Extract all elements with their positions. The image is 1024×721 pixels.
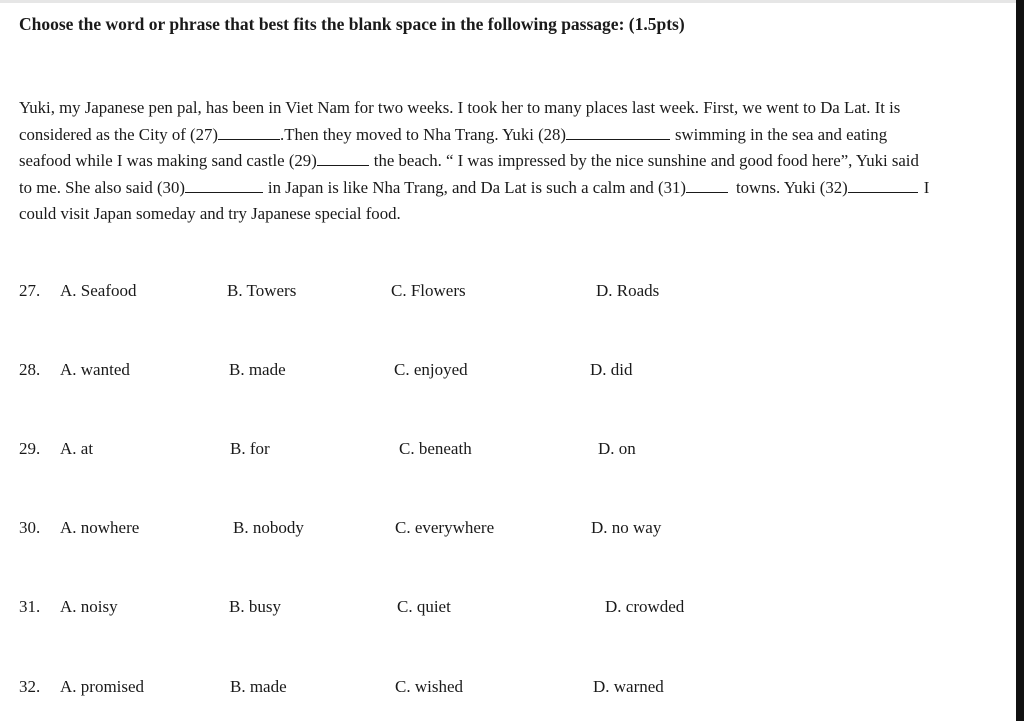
reading-passage xyxy=(19,95,1017,228)
question-number: 27. xyxy=(19,281,41,300)
option-a: A. noisy xyxy=(60,597,118,616)
passage-line-5: could visit Japan someday and try Japanese special food. xyxy=(19,204,401,223)
blank-30 xyxy=(185,178,263,193)
instruction-heading: Choose the word or phrase that best fits the blank space in the following passage: (1.5pts) xyxy=(19,14,685,34)
option-a: A. at xyxy=(60,439,94,458)
option-c: C. Flowers xyxy=(391,281,466,300)
passage-text: .Then they moved to Nha Trang. Yuki (28) xyxy=(280,124,567,144)
question-row-29 xyxy=(0,439,1000,465)
question-row-27 xyxy=(0,281,1000,307)
option-b: B. made xyxy=(229,360,286,379)
option-c: C. beneath xyxy=(399,439,472,458)
option-c: C. everywhere xyxy=(395,518,495,537)
option-b: B. made xyxy=(230,677,287,696)
blank-27 xyxy=(218,125,280,140)
blank-28 xyxy=(566,125,670,140)
option-d: D. on xyxy=(598,439,636,458)
option-d: D. warned xyxy=(593,677,664,696)
passage-line-3 xyxy=(19,148,1017,175)
question-row-31 xyxy=(0,597,1000,623)
top-edge-strip xyxy=(0,0,1024,3)
option-d: D. Roads xyxy=(596,281,660,300)
passage-text: seafood while I was making sand castle (29) xyxy=(19,151,317,170)
option-a: A. promised xyxy=(60,677,145,696)
blank-32 xyxy=(848,178,918,193)
blank-31 xyxy=(686,178,728,193)
question-row-32 xyxy=(0,677,1000,703)
passage-text: the beach. “ I was impressed by the nice sunshine and good food here”, Yuki said xyxy=(373,151,919,170)
blank-29 xyxy=(317,151,369,166)
option-d: D. no way xyxy=(591,518,662,537)
option-c: C. quiet xyxy=(397,597,451,616)
question-number: 32. xyxy=(19,677,41,696)
option-b: B. for xyxy=(230,439,270,458)
question-number: 31. xyxy=(19,597,41,616)
right-edge-bar xyxy=(1016,0,1024,721)
option-b: B. busy xyxy=(229,597,281,616)
passage-text: to me. She also said (30) xyxy=(19,177,185,197)
passage-line-2 xyxy=(19,122,1017,149)
passage-line-4 xyxy=(19,175,1017,202)
option-c: C. wished xyxy=(395,677,463,696)
question-number: 29. xyxy=(19,439,41,458)
passage-text: towns. Yuki (32) xyxy=(735,177,848,197)
question-row-30 xyxy=(0,518,1000,544)
option-a: A. wanted xyxy=(60,360,130,379)
option-a: A. Seafood xyxy=(60,281,137,300)
question-row-28 xyxy=(0,360,1000,386)
passage-text: swimming in the sea and eating xyxy=(675,124,888,144)
question-number: 30. xyxy=(19,518,41,537)
passage-text: considered as the City of (27) xyxy=(19,124,218,144)
passage-line-1: Yuki, my Japanese pen pal, has been in Viet Nam for two weeks. I took her to many places last week. First, we went to Da Lat. It is xyxy=(19,98,901,117)
option-b: B. Towers xyxy=(227,281,297,300)
question-number: 28. xyxy=(19,360,41,379)
option-a: A. nowhere xyxy=(60,518,140,537)
option-b: B. nobody xyxy=(233,518,304,537)
passage-text: I xyxy=(923,177,930,197)
option-c: C. enjoyed xyxy=(394,360,468,379)
option-d: D. crowded xyxy=(605,597,685,616)
passage-text: in Japan is like Nha Trang, and Da Lat is such a calm and (31) xyxy=(267,177,686,197)
option-d: D. did xyxy=(590,360,633,379)
